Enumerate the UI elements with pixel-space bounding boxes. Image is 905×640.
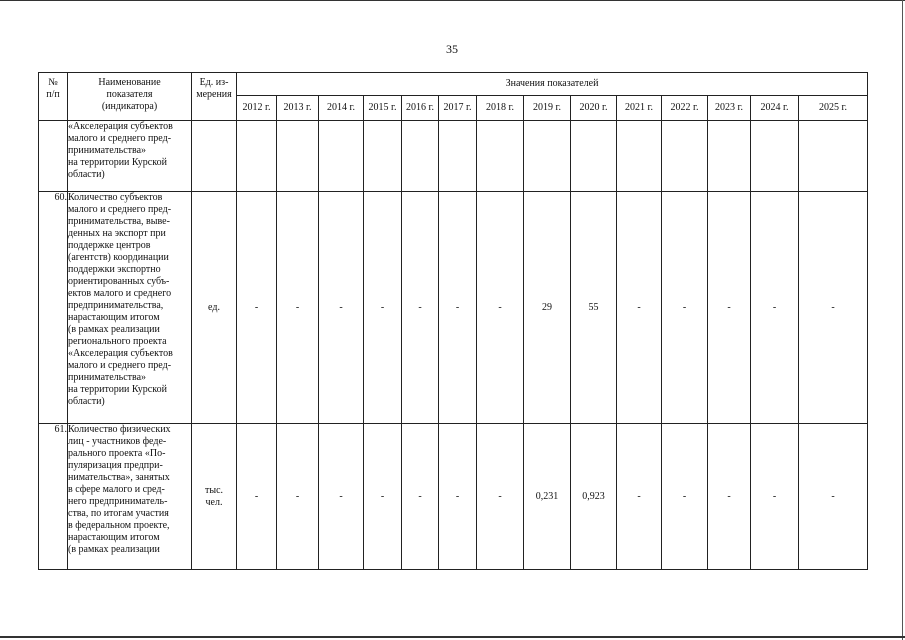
row-value	[477, 121, 524, 192]
header-year: 2021 г.	[617, 96, 662, 121]
row-value: -	[319, 192, 364, 424]
row-value: -	[439, 192, 477, 424]
row-value: -	[237, 424, 277, 570]
row-value: -	[237, 192, 277, 424]
row-value	[799, 121, 868, 192]
row-value	[708, 121, 751, 192]
row-value: -	[402, 192, 439, 424]
row-value	[237, 121, 277, 192]
table-row	[39, 121, 868, 192]
header-indicator-name: Наименование показателя (индикатора)	[68, 73, 192, 121]
row-value: 55	[571, 192, 617, 424]
row-value: -	[708, 192, 751, 424]
row-value: -	[799, 192, 868, 424]
row-value: -	[477, 424, 524, 570]
header-year: 2016 г.	[402, 96, 439, 121]
row-value: -	[617, 424, 662, 570]
row-value: -	[662, 424, 708, 570]
row-indicator-name: Количество субъектов малого и среднего пред- принимательства, выве- денных на экспорт при поддержке центров (агентств) координации поддержки экспортно ориентированных субъ- ектов малого и среднего предпринимательства, нарастающим итогом (в рамках реализации регионального проекта «Акселерация субъектов малого и среднего пред- принимательства» на территории Курской области)	[68, 192, 192, 424]
row-value: -	[617, 192, 662, 424]
row-value: -	[364, 192, 402, 424]
page-number: 35	[446, 42, 458, 56]
header-year: 2013 г.	[277, 96, 319, 121]
row-value	[364, 121, 402, 192]
row-value: -	[662, 192, 708, 424]
header-unit: Ед. из- мерения	[192, 73, 237, 121]
row-value: -	[277, 192, 319, 424]
row-value	[751, 121, 799, 192]
row-value	[524, 121, 571, 192]
row-unit: тыс. чел.	[192, 424, 237, 570]
row-value	[277, 121, 319, 192]
header-year: 2025 г.	[799, 96, 868, 121]
table-row	[39, 192, 868, 424]
frame-top-line	[0, 0, 905, 1]
header-year: 2017 г.	[439, 96, 477, 121]
header-year: 2019 г.	[524, 96, 571, 121]
frame-right-line	[902, 0, 903, 640]
row-value: 29	[524, 192, 571, 424]
row-value: 0,923	[571, 424, 617, 570]
row-value: -	[402, 424, 439, 570]
row-value: -	[751, 192, 799, 424]
row-value: -	[319, 424, 364, 570]
header-year: 2015 г.	[364, 96, 402, 121]
row-indicator-name: «Акселерация субъектов малого и среднего пред- принимательства» на территории Курской области)	[68, 121, 192, 192]
header-values-group: Значения показателей	[237, 73, 868, 96]
row-value: -	[751, 424, 799, 570]
row-value: -	[364, 424, 402, 570]
header-number: № п/п	[39, 73, 68, 121]
row-value: -	[277, 424, 319, 570]
row-value	[319, 121, 364, 192]
row-number: 60.	[39, 192, 68, 424]
row-value	[402, 121, 439, 192]
row-unit: ед.	[192, 192, 237, 424]
row-value: -	[799, 424, 868, 570]
row-number: 61.	[39, 424, 68, 570]
row-number	[39, 121, 68, 192]
row-indicator-name: Количество физических лиц - участников феде- рального проекта «По- пуляризация предпри- нимательства», занятых в сфере малого и сред- него предприниматель- ства, по итогам участия в федеральном проекте, нарастающим итогом (в рамках реализации	[68, 424, 192, 570]
row-value: 0,231	[524, 424, 571, 570]
header-year: 2024 г.	[751, 96, 799, 121]
indicators-table	[38, 72, 868, 570]
row-value	[662, 121, 708, 192]
row-value: -	[439, 424, 477, 570]
header-year: 2014 г.	[319, 96, 364, 121]
row-value	[571, 121, 617, 192]
row-value	[617, 121, 662, 192]
frame-bottom-line	[0, 636, 905, 638]
header-year: 2018 г.	[477, 96, 524, 121]
row-value: -	[708, 424, 751, 570]
header-year: 2023 г.	[708, 96, 751, 121]
row-value	[439, 121, 477, 192]
header-year: 2020 г.	[571, 96, 617, 121]
row-value: -	[477, 192, 524, 424]
header-year: 2012 г.	[237, 96, 277, 121]
header-year: 2022 г.	[662, 96, 708, 121]
row-unit	[192, 121, 237, 192]
table-row	[39, 424, 868, 570]
